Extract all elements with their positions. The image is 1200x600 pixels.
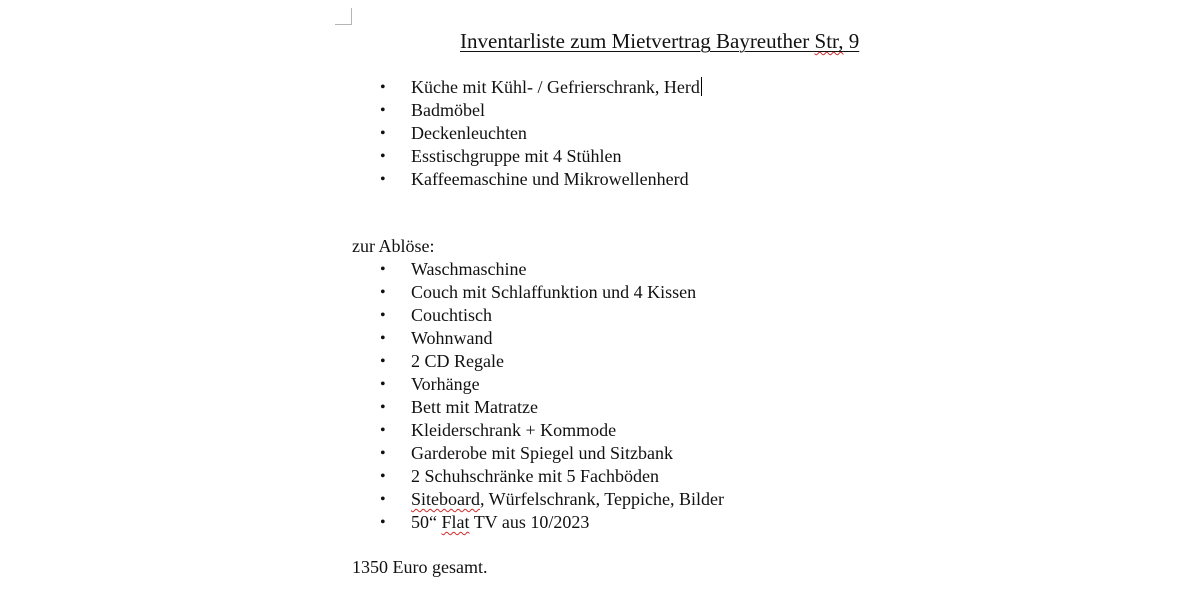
list-item-text[interactable]: Couch mit Schlaffunktion und 4 Kissen bbox=[411, 282, 697, 302]
bullet-icon: • bbox=[380, 399, 386, 416]
list-item[interactable] bbox=[380, 327, 724, 350]
spellcheck-mark: Siteboard bbox=[411, 489, 480, 509]
bullet-icon: • bbox=[380, 148, 386, 165]
list-item[interactable] bbox=[380, 281, 724, 304]
list-item[interactable] bbox=[380, 99, 702, 122]
ablose-items-list bbox=[380, 258, 724, 534]
bullet-icon: • bbox=[380, 422, 386, 439]
list-item-text[interactable]: Couchtisch bbox=[411, 305, 492, 325]
list-item[interactable] bbox=[380, 465, 724, 488]
list-item[interactable] bbox=[380, 350, 724, 373]
list-item-text[interactable]: 50“ Flat TV aus 10/2023 bbox=[411, 512, 590, 532]
list-item-text[interactable]: Siteboard, Würfelschrank, Teppiche, Bilder bbox=[411, 489, 724, 509]
bullet-icon: • bbox=[380, 330, 386, 347]
bullet-icon: • bbox=[380, 125, 386, 142]
list-item-text[interactable]: Küche mit Kühl- / Gefrierschrank, Herd bbox=[411, 77, 700, 97]
list-item-text[interactable]: 2 Schuhschränke mit 5 Fachböden bbox=[411, 466, 659, 486]
list-item[interactable] bbox=[380, 442, 724, 465]
list-item-text[interactable]: Badmöbel bbox=[411, 100, 485, 120]
list-item[interactable] bbox=[380, 76, 702, 99]
bullet-icon: • bbox=[380, 261, 386, 278]
bullet-icon: • bbox=[380, 307, 386, 324]
text-cursor bbox=[701, 77, 702, 96]
list-item-text[interactable]: Vorhänge bbox=[411, 374, 480, 394]
spellcheck-mark: Str, bbox=[814, 29, 844, 53]
list-item[interactable] bbox=[380, 145, 702, 168]
bullet-icon: • bbox=[380, 171, 386, 188]
list-item[interactable] bbox=[380, 396, 724, 419]
list-item-text[interactable]: Kleiderschrank + Kommode bbox=[411, 420, 617, 440]
included-items-list bbox=[380, 76, 702, 191]
bullet-icon: • bbox=[380, 102, 386, 119]
list-item[interactable] bbox=[380, 258, 724, 281]
ablose-heading[interactable]: zur Ablöse: bbox=[352, 236, 435, 256]
bullet-icon: • bbox=[380, 79, 386, 96]
bullet-icon: • bbox=[380, 468, 386, 485]
list-item-text[interactable]: Garderobe mit Spiegel und Sitzbank bbox=[411, 443, 673, 463]
list-item-text[interactable]: Kaffeemaschine und Mikrowellenherd bbox=[411, 169, 689, 189]
list-item-text[interactable]: Bett mit Matratze bbox=[411, 397, 538, 417]
total-price[interactable]: 1350 Euro gesamt. bbox=[352, 557, 488, 577]
list-item[interactable] bbox=[380, 419, 724, 442]
title-line bbox=[460, 27, 892, 57]
list-item[interactable] bbox=[380, 122, 702, 145]
list-item[interactable] bbox=[380, 168, 702, 191]
spellcheck-mark: Flat bbox=[441, 512, 470, 532]
bullet-icon: • bbox=[380, 491, 386, 508]
bullet-icon: • bbox=[380, 445, 386, 462]
page-corner-marker bbox=[335, 8, 352, 25]
bullet-icon: • bbox=[380, 376, 386, 393]
document-title[interactable]: Inventarliste zum Mietvertrag Bayreuther Str, 9 bbox=[460, 29, 860, 53]
list-item[interactable] bbox=[380, 373, 724, 396]
list-item-text[interactable]: Wohnwand bbox=[411, 328, 493, 348]
list-item-text[interactable]: Esstischgruppe mit 4 Stühlen bbox=[411, 146, 622, 166]
list-item-text[interactable]: 2 CD Regale bbox=[411, 351, 504, 371]
list-item-text[interactable]: Deckenleuchten bbox=[411, 123, 527, 143]
list-item[interactable] bbox=[380, 304, 724, 327]
list-item[interactable] bbox=[380, 488, 724, 511]
bullet-icon: • bbox=[380, 353, 386, 370]
list-item[interactable] bbox=[380, 511, 724, 534]
list-item-text[interactable]: Waschmaschine bbox=[411, 259, 527, 279]
bullet-icon: • bbox=[380, 514, 386, 531]
bullet-icon: • bbox=[380, 284, 386, 301]
